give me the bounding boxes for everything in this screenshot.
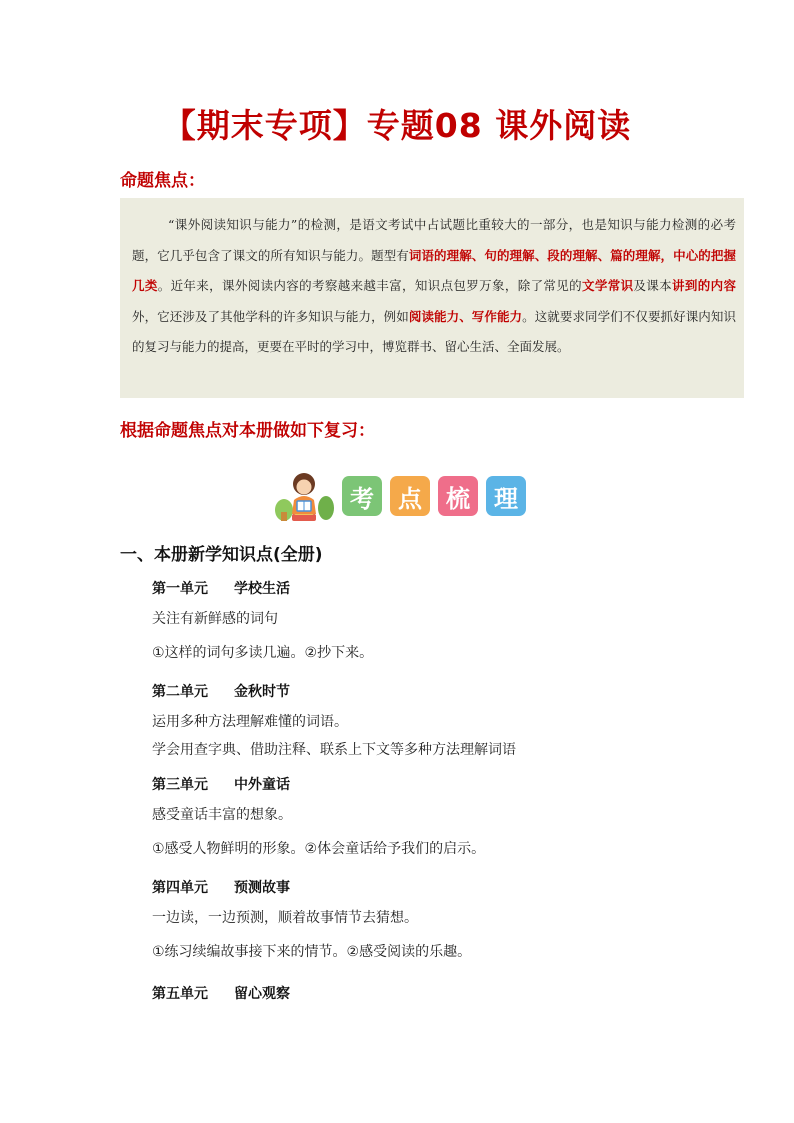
focus-box bbox=[120, 198, 744, 398]
unit-heading bbox=[152, 983, 290, 1003]
unit-topic: 预测故事 bbox=[234, 880, 290, 896]
unit-point: 感受童话丰富的想象。 bbox=[152, 807, 292, 823]
unit-topic: 学校生活 bbox=[234, 581, 290, 597]
paragraph-text: 外，它还涉及了其他学科的许多知识与能力，例如 bbox=[132, 308, 409, 324]
unit-topic: 留心观察 bbox=[234, 986, 290, 1002]
unit-name: 第五单元 bbox=[152, 986, 208, 1002]
highlighted-phrase: 词语的理解、句的理解、段的理解、篇的理解，中心的把握几类 bbox=[132, 247, 736, 293]
unit-heading bbox=[152, 578, 290, 598]
unit-point: 关注有新鲜感的词句 bbox=[152, 611, 278, 627]
unit-heading bbox=[152, 774, 290, 794]
banner-tile: 考 bbox=[342, 476, 382, 516]
unit-heading bbox=[152, 877, 290, 897]
unit-topic: 中外童话 bbox=[234, 777, 290, 793]
unit-point: ①练习续编故事接下来的情节。②感受阅读的乐趣。 bbox=[152, 944, 472, 960]
banner-tile: 理 bbox=[486, 476, 526, 516]
unit-point: ①这样的词句多读几遍。②抄下来。 bbox=[152, 645, 374, 661]
unit-point: ①感受人物鲜明的形象。②体会童话给予我们的启示。 bbox=[152, 841, 486, 857]
focus-heading: 命题焦点： bbox=[120, 171, 205, 191]
section-title: 一、本册新学知识点(全册) bbox=[120, 545, 323, 565]
banner-tile: 点 bbox=[390, 476, 430, 516]
paragraph-text: 。近年来，课外阅读内容的考察越来越丰富，知识点包罗万象，除了常见的 bbox=[157, 278, 583, 293]
unit-point: 运用多种方法理解难懂的词语。 bbox=[152, 714, 348, 730]
unit-point: 一边读，一边预测，顺着故事情节去猜想。 bbox=[152, 910, 418, 926]
paragraph-text: 。这就要求同学们不仅要抓好课内知识的复习与能力的提高，更要在平时的学习中，博览群书、留心生活、全面发展。 bbox=[132, 308, 736, 354]
page-title: 【期末专项】专题08 课外阅读 bbox=[162, 106, 632, 145]
reading-girl-icon bbox=[272, 470, 336, 522]
unit-name: 第一单元 bbox=[152, 581, 208, 597]
focus-paragraph bbox=[132, 217, 736, 354]
review-banner bbox=[272, 470, 534, 522]
banner-tile: 梳 bbox=[438, 476, 478, 516]
unit-name: 第四单元 bbox=[152, 880, 208, 896]
paragraph-text: 及课本 bbox=[633, 278, 673, 293]
highlighted-phrase: 阅读能力、写作能力 bbox=[408, 308, 523, 324]
unit-name: 第三单元 bbox=[152, 777, 208, 793]
unit-heading bbox=[152, 681, 290, 701]
highlighted-phrase: 讲到的内容 bbox=[672, 278, 736, 293]
unit-name: 第二单元 bbox=[152, 684, 208, 700]
unit-topic: 金秋时节 bbox=[234, 684, 290, 700]
banner-tiles bbox=[342, 476, 534, 516]
review-heading: 根据命题焦点对本册做如下复习： bbox=[120, 421, 375, 441]
paragraph-text: “课外阅读知识与能力”的检测，是语文考试中占试题比重较大的一部分，也是知识与能力检测的必考题，它几乎包含了课文的所有知识与能力。题型有 bbox=[132, 217, 736, 263]
highlighted-phrase: 文学常识 bbox=[582, 278, 634, 293]
unit-point: 学会用查字典、借助注释、联系上下文等多种方法理解词语 bbox=[152, 742, 516, 758]
